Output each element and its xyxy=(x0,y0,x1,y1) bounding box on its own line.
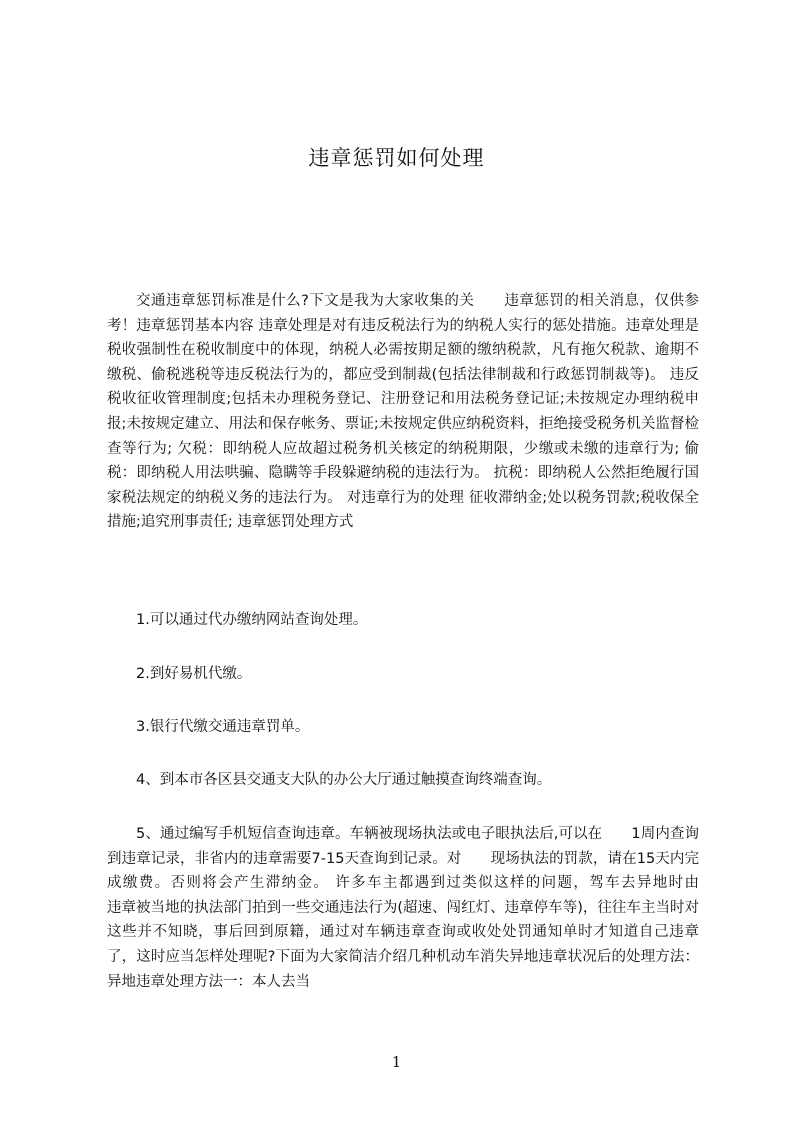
list-item: 3.银行代缴交通违章罚单。 xyxy=(136,719,310,735)
list-item: 1.可以通过代办缴纳网站查询处理。 xyxy=(136,612,368,628)
page-number: 1 xyxy=(391,1053,402,1071)
page-title: 违章惩罚如何处理 xyxy=(308,146,485,170)
list-item: 2.到好易机代缴。 xyxy=(136,666,252,682)
closing-paragraph: 5、通过编写手机短信查询违章。车辆被现场执法或电子眼执法后,可以在 1周内查询到违章记录，非省内的违章需要7-15天查询到记录。对 现场执法的罚款，请在15天内完成缴费。否则将会产生滞纳金。 许多车主都遇到过类似这样的问题，驾车去异地时由 违章被当地的执法部门拍到一些交通违法行为(超速、闯红灯、违章停车等)，往往车主当时对这些并不知晓，事后回到原籍，通过对车辆违章查询或收处处罚通知单时才知道自己违章了，这时应当怎样处理呢?下面为大家简洁介绍几种机动车消失异地违章状况后的处理方法： 异地违章处理方法一：本人去当 xyxy=(107,826,786,990)
intro-paragraph: 交通违章惩罚标准是什么?下文是我为大家收集的关 违章惩罚的相关消息，仅供参考！违章惩罚基本内容 违章处理是对有违反税法行为的纳税人实行的惩处措施。违章处理是税收强制性在税收制度中的体现，纳税人必需按期足额的缴纳税款，凡有拖欠税款、逾期不缴税、偷税逃税等违反税法行为的，都应受到制裁(包括法律制裁和行政惩罚制裁等)。 违反税收征收管理制度;包括未办理税务登记、注册登记和用法税务登记证;未按规定办理纳税申报;未按规定建立、用法和保存帐务、票证;未按规定供应纳税资料，拒绝接受税务机关监督检查等行为; 欠税：即纳税人应故超过税务机关核定的纳税期限，少缴或未缴的违章行为; 偷税：即纳税人用法哄骗、隐瞒等手段躲避纳税的违法行为。 抗税：即纳税人公然拒绝履行国家税法规定的纳税义务的违法行为。 对违章行为的处理 征收滞纳金;处以税务罚款;税收保全措施;追究刑事责任; 违章惩罚处理方式 xyxy=(107,293,699,531)
list-item: 4、到本市各区县交通支大队的办公大厅通过触摸查询终端查询。 xyxy=(136,772,552,788)
